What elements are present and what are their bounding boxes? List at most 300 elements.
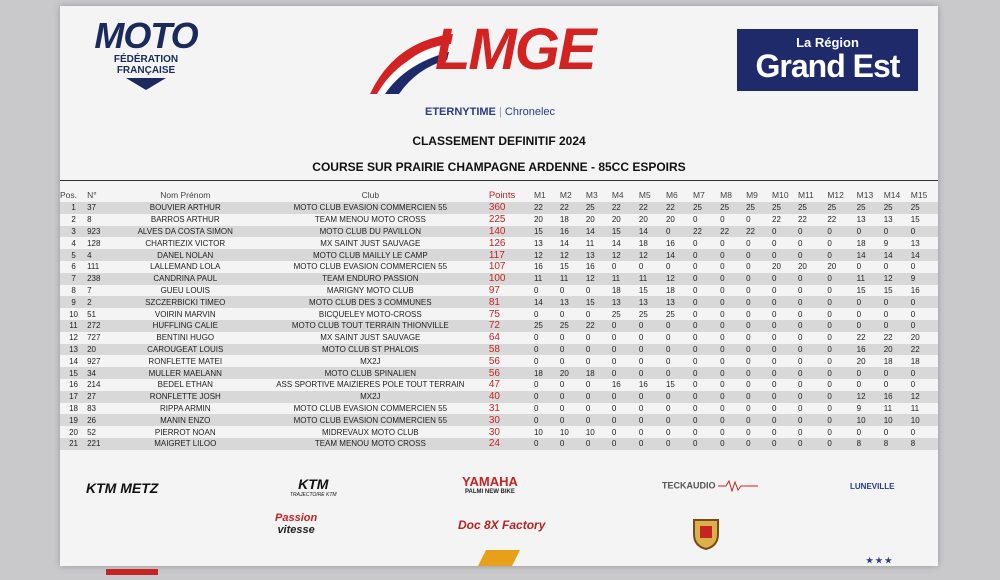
table-cell: 0: [746, 333, 751, 343]
table-cell: 0: [693, 427, 698, 437]
table-cell: 9: [71, 297, 76, 307]
table-row: [60, 379, 938, 391]
table-cell: 0: [611, 344, 617, 354]
table-cell: VOIRIN MARVIN: [154, 309, 216, 319]
table-cell: 0: [693, 262, 698, 272]
table-cell: 0: [910, 262, 916, 272]
table-cell: 20: [910, 333, 920, 343]
table-cell: 0: [720, 215, 725, 225]
table-cell: 140: [488, 225, 506, 237]
table-cell: 0: [585, 439, 591, 449]
ktm-metz-text: KTM METZ: [86, 480, 159, 496]
table-cell: 0: [693, 415, 698, 425]
table-cell: 0: [910, 321, 916, 331]
table-cell: 25: [797, 203, 807, 213]
chevron-down-icon: [126, 78, 166, 90]
region-line1: La Région: [796, 35, 859, 50]
table-cell: 14: [69, 356, 78, 366]
table-cell: 0: [665, 344, 671, 354]
table-cell: 18: [883, 356, 893, 366]
table-cell: 8: [856, 439, 862, 449]
table-cell: 9: [856, 403, 862, 413]
table-row: [60, 320, 938, 332]
table-cell: 12: [559, 250, 569, 260]
table-cell: 7: [87, 285, 92, 295]
region-grand-est-logo: [737, 29, 918, 91]
table-cell: 20: [559, 368, 569, 378]
table-cell: 83: [87, 403, 96, 413]
table-cell: PIERROT NOAN: [154, 427, 216, 437]
table-cell: 0: [693, 344, 698, 354]
club-crest-logo: [692, 518, 720, 555]
table-cell: 56: [488, 355, 500, 367]
column-header: M12: [827, 190, 844, 200]
table-cell: 0: [827, 380, 832, 390]
table-cell: 10: [883, 415, 893, 425]
teckaudio-text: TECKAUDIO: [662, 480, 716, 491]
table-row: [60, 226, 938, 238]
stars-decoration: ★ ★ ★: [866, 556, 892, 565]
table-cell: 4: [71, 238, 76, 248]
table-cell: 0: [772, 250, 777, 260]
table-cell: 0: [665, 333, 671, 343]
table-cell: 0: [827, 297, 832, 307]
table-cell: 0: [797, 238, 803, 248]
table-cell: 0: [910, 297, 916, 307]
table-row: [60, 438, 938, 450]
table-cell: 25: [585, 203, 595, 213]
column-header: M14: [883, 190, 901, 200]
table-cell: 0: [856, 262, 862, 272]
table-cell: 16: [638, 380, 648, 390]
table-cell: 11: [638, 274, 648, 284]
table-cell: 3: [71, 226, 76, 236]
table-cell: 25: [746, 203, 755, 213]
table-cell: 0: [797, 250, 803, 260]
table-cell: 0: [827, 344, 832, 354]
table-cell: 13: [665, 297, 675, 307]
table-cell: 0: [665, 356, 671, 366]
table-cell: 47: [488, 379, 500, 391]
table-cell: 21: [69, 439, 78, 449]
table-cell: 0: [827, 403, 832, 413]
table-cell: 15: [638, 285, 648, 295]
table-cell: 15: [585, 297, 595, 307]
table-cell: 13: [910, 238, 920, 248]
table-cell: MOTO CLUB EVASION COMMERCIEN 55: [293, 415, 448, 425]
table-cell: 0: [797, 415, 803, 425]
table-cell: 0: [827, 415, 832, 425]
table-cell: 0: [585, 392, 591, 402]
table-cell: DANEL NOLAN: [157, 250, 214, 260]
table-cell: 0: [827, 368, 832, 378]
table-cell: 0: [746, 415, 751, 425]
table-cell: 22: [533, 203, 543, 213]
table-cell: 0: [797, 427, 803, 437]
table-cell: 0: [720, 238, 725, 248]
table-cell: 18: [611, 285, 621, 295]
table-cell: 0: [533, 309, 539, 319]
table-cell: 0: [720, 297, 725, 307]
table-cell: 25: [611, 309, 621, 319]
ktm-trajectoire-sub: TRAJECTOIRE KTM: [290, 492, 337, 498]
table-cell: 0: [746, 427, 751, 437]
table-cell: 0: [559, 309, 565, 319]
table-cell: 14: [611, 238, 621, 248]
table-cell: 56: [488, 367, 500, 379]
table-cell: 0: [611, 403, 617, 413]
table-cell: BARROS ARTHUR: [150, 215, 220, 225]
table-cell: 0: [797, 344, 803, 354]
table-cell: SZCZERBICKI TIMEO: [145, 297, 226, 307]
table-cell: 0: [611, 262, 617, 272]
table-cell: 22: [611, 203, 621, 213]
table-cell: BEDEL ETHAN: [157, 380, 213, 390]
table-cell: 0: [883, 427, 889, 437]
table-cell: 0: [720, 285, 725, 295]
table-row: [60, 296, 938, 308]
table-cell: 22: [585, 321, 595, 331]
table-cell: 20: [87, 344, 96, 354]
table-cell: 34: [87, 368, 96, 378]
table-cell: 0: [797, 226, 803, 236]
shield-icon: [692, 518, 720, 550]
table-cell: LALLEMAND LOLA: [150, 262, 221, 272]
table-cell: 0: [638, 333, 644, 343]
table-cell: 0: [533, 439, 539, 449]
table-cell: MULLER MAELANN: [148, 368, 222, 378]
table-cell: 0: [585, 380, 591, 390]
table-cell: 12: [533, 250, 543, 260]
table-cell: MOTO CLUB EVASION COMMERCIEN 55: [293, 262, 448, 272]
table-cell: 75: [488, 308, 500, 320]
table-cell: 14: [559, 238, 569, 248]
table-cell: 22: [856, 333, 866, 343]
table-cell: 0: [772, 415, 777, 425]
table-cell: 0: [720, 274, 725, 284]
table-cell: 0: [533, 380, 539, 390]
table-cell: 31: [488, 402, 500, 414]
table-cell: 20: [533, 215, 543, 225]
divider: [60, 180, 938, 181]
table-cell: 19: [69, 415, 78, 425]
table-cell: MANIN ENZO: [160, 415, 211, 425]
table-cell: 20: [797, 262, 807, 272]
table-cell: 0: [772, 403, 777, 413]
table-cell: RONFLETTE JOSH: [149, 392, 221, 402]
table-cell: 0: [772, 333, 777, 343]
table-cell: 20: [827, 262, 837, 272]
table-cell: 0: [746, 356, 751, 366]
table-cell: 22: [827, 215, 837, 225]
table-cell: 11: [910, 403, 920, 413]
table-cell: 0: [720, 309, 725, 319]
table-cell: 0: [665, 368, 671, 378]
table-cell: 0: [827, 321, 832, 331]
table-cell: 0: [533, 403, 539, 413]
table-cell: 0: [883, 321, 889, 331]
table-cell: 0: [856, 380, 862, 390]
table-cell: 0: [883, 226, 889, 236]
table-cell: 0: [856, 368, 862, 378]
table-cell: 12: [638, 250, 648, 260]
table-cell: 10: [910, 415, 920, 425]
table-cell: 225: [488, 214, 506, 226]
table-cell: 0: [638, 415, 644, 425]
table-cell: CAROUGEAT LOUIS: [147, 344, 224, 354]
table-cell: 16: [69, 380, 78, 390]
table-cell: 52: [87, 427, 96, 437]
table-cell: 0: [665, 439, 671, 449]
table-cell: 0: [533, 333, 539, 343]
teckaudio-logo: [662, 480, 758, 492]
yamaha-logo: [462, 474, 518, 495]
table-cell: ASS SPORTIVE MAIZIERES POLE TOUT TERRAIN: [276, 380, 465, 390]
table-cell: MOTO CLUB TOUT TERRAIN THIONVILLE: [291, 321, 449, 331]
table-cell: 0: [611, 439, 617, 449]
table-cell: 5: [71, 250, 76, 260]
table-cell: 0: [559, 356, 565, 366]
table-cell: HUFFLING CALIE: [152, 321, 218, 331]
table-cell: 0: [665, 321, 671, 331]
table-row: [60, 237, 938, 249]
timing-sponsors: ETERNYTIME | Chronelec: [425, 106, 556, 118]
table-cell: 25: [883, 203, 893, 213]
table-cell: MOTO CLUB SPINALIEN: [324, 368, 417, 378]
table-cell: 0: [720, 321, 725, 331]
table-cell: 20: [665, 215, 675, 225]
ffm-logo: [76, 15, 216, 108]
table-cell: 14: [533, 297, 543, 307]
table-cell: 10: [585, 427, 595, 437]
table-cell: 0: [585, 415, 591, 425]
table-cell: RONFLETTE MATEI: [148, 356, 223, 366]
table-cell: 0: [797, 356, 803, 366]
table-cell: 13: [611, 297, 621, 307]
table-cell: 0: [693, 368, 698, 378]
table-cell: 0: [665, 427, 671, 437]
table-cell: 25: [638, 309, 648, 319]
table-cell: 20: [883, 344, 893, 354]
table-cell: 18: [69, 403, 78, 413]
table-cell: 0: [720, 439, 725, 449]
table-cell: 64: [488, 332, 500, 344]
table-cell: 37: [87, 203, 96, 213]
table-cell: 0: [638, 439, 644, 449]
ffm-logo-sub1: FÉDÉRATION: [113, 54, 179, 65]
table-cell: 14: [883, 250, 893, 260]
table-cell: 15: [611, 226, 621, 236]
table-cell: 22: [746, 226, 755, 236]
table-cell: 0: [827, 274, 832, 284]
table-cell: 22: [797, 215, 807, 225]
table-cell: 117: [488, 249, 505, 261]
table-cell: 13: [559, 297, 569, 307]
table-cell: 0: [797, 274, 803, 284]
table-cell: 0: [559, 403, 565, 413]
table-cell: 11: [559, 274, 569, 284]
table-cell: TEAM ENDURO PASSION: [322, 274, 419, 284]
table-cell: 1: [71, 203, 76, 213]
table-cell: 0: [611, 356, 617, 366]
table-cell: 14: [585, 226, 595, 236]
table-row: [60, 403, 938, 415]
table-cell: 13: [533, 238, 543, 248]
table-row: [60, 344, 938, 356]
table-cell: 0: [797, 333, 803, 343]
table-cell: 0: [827, 309, 832, 319]
table-cell: 0: [827, 238, 832, 248]
table-cell: 0: [746, 403, 751, 413]
table-cell: 22: [559, 203, 569, 213]
table-cell: 0: [772, 344, 777, 354]
table-cell: 25: [772, 203, 781, 213]
table-cell: 0: [533, 344, 539, 354]
table-cell: 0: [910, 226, 916, 236]
doc8x-factory-logo: [458, 518, 545, 532]
table-cell: 16: [883, 392, 893, 402]
table-cell: 25: [720, 203, 730, 213]
table-cell: 18: [638, 238, 648, 248]
table-cell: 0: [720, 403, 725, 413]
table-cell: 81: [488, 296, 500, 308]
table-cell: 18: [559, 215, 569, 225]
ktm-metz-logo: [86, 480, 158, 496]
table-cell: 13: [883, 215, 893, 225]
table-cell: MOTO CLUB DES 3 COMMUNES: [309, 297, 432, 307]
table-cell: 25: [533, 321, 543, 331]
column-header: M1: [533, 190, 546, 200]
table-cell: 27: [87, 392, 96, 402]
ffm-logo-text: MOTO: [94, 15, 198, 56]
table-cell: 0: [720, 427, 725, 437]
lmge-logo-text: LMGE: [435, 17, 595, 82]
table-cell: 17: [69, 392, 78, 402]
table-cell: 8: [883, 439, 889, 449]
table-cell: 8: [910, 439, 916, 449]
table-row: [60, 285, 938, 297]
column-header: M4: [611, 190, 624, 200]
table-cell: ALVES DA COSTA SIMON: [137, 226, 233, 236]
table-cell: 20: [856, 356, 866, 366]
table-cell: 0: [772, 238, 777, 248]
table-cell: 7: [71, 274, 76, 284]
table-cell: 15: [69, 368, 78, 378]
table-cell: 0: [772, 285, 777, 295]
table-cell: 0: [883, 368, 889, 378]
table-cell: 0: [746, 439, 751, 449]
table-cell: 0: [559, 333, 565, 343]
table-cell: 238: [87, 274, 101, 284]
table-cell: 16: [585, 262, 595, 272]
table-cell: 18: [910, 356, 920, 366]
table-cell: 0: [559, 285, 565, 295]
table-cell: GUEU LOUIS: [160, 285, 210, 295]
table-cell: 0: [638, 368, 644, 378]
table-cell: 13: [638, 297, 648, 307]
table-cell: 0: [585, 285, 591, 295]
table-cell: 10: [533, 427, 543, 437]
column-header: M2: [559, 190, 572, 200]
table-cell: 0: [772, 297, 777, 307]
table-cell: 22: [720, 226, 730, 236]
table-cell: MX2J: [360, 356, 381, 366]
table-cell: 9: [910, 274, 916, 284]
table-cell: 727: [87, 333, 101, 343]
table-cell: 11: [883, 403, 893, 413]
table-cell: 0: [559, 415, 565, 425]
table-cell: 0: [720, 344, 725, 354]
passion-sub: vitesse: [277, 524, 315, 536]
table-cell: 0: [665, 226, 671, 236]
table-cell: 0: [665, 403, 671, 413]
table-cell: 0: [856, 226, 862, 236]
table-cell: 12: [910, 392, 920, 402]
table-cell: 0: [746, 392, 751, 402]
table-cell: 0: [746, 274, 751, 284]
table-cell: 8: [71, 285, 76, 295]
table-cell: 0: [533, 356, 539, 366]
table-cell: 126: [488, 237, 506, 249]
table-cell: 9: [883, 238, 889, 248]
table-cell: 0: [720, 392, 725, 402]
yamaha-sub: PALMI NEW BIKE: [464, 489, 515, 495]
table-cell: BENTINI HUGO: [156, 333, 215, 343]
red-strip-icon: [106, 569, 158, 575]
doc8x-text: Doc 8X Factory: [458, 518, 546, 532]
table-cell: 0: [797, 297, 803, 307]
table-cell: 0: [638, 321, 644, 331]
table-cell: 0: [772, 309, 777, 319]
table-cell: 0: [665, 262, 671, 272]
table-cell: 20: [772, 262, 781, 272]
sponsor-logos: [60, 468, 938, 566]
chronelec-logo: Chronelec: [504, 106, 556, 118]
table-cell: 100: [488, 273, 506, 285]
table-cell: 0: [720, 333, 725, 343]
table-cell: MOTO CLUB ST PHALOIS: [322, 344, 419, 354]
table-cell: 51: [87, 309, 96, 319]
table-cell: 0: [693, 403, 698, 413]
column-header: M15: [910, 190, 928, 200]
table-cell: RIPPA ARMIN: [159, 403, 211, 413]
column-header: M7: [693, 190, 705, 200]
table-cell: 11: [69, 321, 78, 331]
table-cell: 0: [772, 439, 777, 449]
table-cell: 0: [746, 321, 751, 331]
table-cell: 14: [665, 250, 675, 260]
table-cell: 22: [910, 344, 920, 354]
table-header-row: [60, 188, 938, 202]
table-row: [60, 308, 938, 320]
column-header: M5: [638, 190, 651, 200]
table-cell: 0: [585, 309, 591, 319]
table-cell: 12: [665, 274, 675, 284]
table-cell: 0: [856, 321, 862, 331]
table-row: [60, 414, 938, 426]
table-cell: 4: [87, 250, 92, 260]
table-cell: 16: [611, 380, 621, 390]
table-cell: 22: [693, 226, 702, 236]
table-cell: 22: [638, 203, 648, 213]
table-cell: 0: [910, 368, 916, 378]
table-row: [60, 273, 938, 285]
table-cell: 6: [71, 262, 76, 272]
table-row: [60, 249, 938, 261]
table-cell: 0: [827, 285, 832, 295]
table-cell: 0: [772, 274, 777, 284]
table-cell: 0: [693, 392, 698, 402]
